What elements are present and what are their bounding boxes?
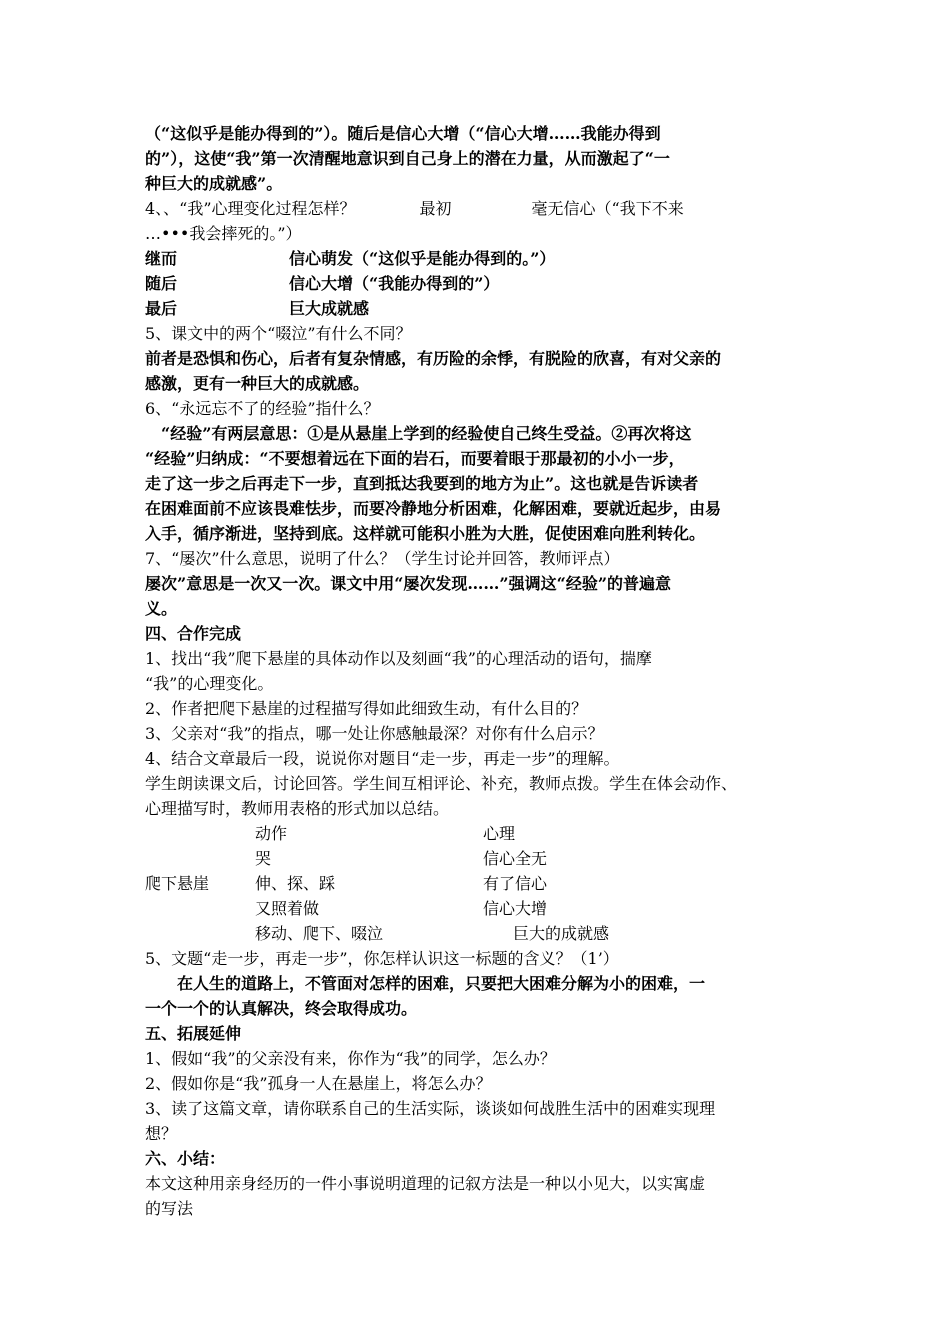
table-cell-mind: 信心大增 (483, 899, 548, 918)
text-line: 四、合作完成 (145, 624, 242, 643)
table-cell-mind: 巨大的成就感 (513, 924, 610, 943)
text-line: 感激，更有一种巨大的成就感。 (145, 374, 370, 393)
text-line: 前者是恐惧和伤心，后者有复杂情感，有历险的余悸，有脱险的欣喜，有对父亲的 (145, 349, 722, 368)
text-line: 义。 (145, 599, 178, 618)
text-line: 7、“屡次”什么意思，说明了什么？（学生讨论并回答，教师评点） (145, 549, 620, 568)
text-line: 1、找出“我”爬下悬崖的具体动作以及刻画“我”的心理活动的语句，揣摩 (145, 649, 652, 668)
text-line: “经验”有两层意思：①是从悬崖上学到的经验使自己终生受益。②再次将这 (145, 424, 692, 443)
text-line: 的”），这使“我”第一次清醒地意识到自己身上的潜在力量，从而激起了“一 (145, 149, 670, 168)
text-line: 随后 信心大增（“我能办得到的”） (145, 274, 500, 293)
text-line: 想？ (145, 1124, 178, 1143)
text-line: 3、父亲对“我”的指点，哪一处让你感触最深？对你有什么启示？ (145, 724, 604, 743)
table-row-label: 爬下悬崖 (145, 874, 210, 893)
text-line: 一个一个的认真解决，终会取得成功。 (145, 999, 418, 1018)
text-line: 的写法 (145, 1199, 194, 1218)
text-line: 5、课文中的两个“啜泣”有什么不同？ (145, 324, 412, 343)
text-line: 2、作者把爬下悬崖的过程描写得如此细致生动，有什么目的？ (145, 699, 588, 718)
table-cell-action: 又照着做 (255, 899, 320, 918)
text-line: 本文这种用亲身经历的一件小事说明道理的记叙方法是一种以小见大，以实寓虚 (145, 1174, 706, 1193)
text-line: 屡次”意思是一次又一次。课文中用“屡次发现……”强调这“经验”的普遍意 (145, 574, 672, 593)
text-line: 五、拓展延伸 (145, 1024, 242, 1043)
text-line: 六、小结： (145, 1149, 226, 1168)
text-line: 6、“永远忘不了的经验”指什么？ (145, 399, 380, 418)
text-line: 4、结合文章最后一段，说说你对题目“走一步，再走一步”的理解。 (145, 749, 620, 768)
text-line: “我”的心理变化。 (145, 674, 274, 693)
text-line: 心理描写时，教师用表格的形式加以总结。 (145, 799, 450, 818)
table-header-action: 动作 (255, 824, 288, 843)
table-cell-mind: 信心全无 (483, 849, 548, 868)
table-cell-mind: 有了信心 (483, 874, 548, 893)
text-line: 3、读了这篇文章，请你联系自己的生活实际，谈谈如何战胜生活中的困难实现理 (145, 1099, 716, 1118)
text-line: 在人生的道路上，不管面对怎样的困难，只要把大困难分解为小的困难，一 (145, 974, 706, 993)
table-cell-action: 哭 (255, 849, 272, 868)
text-line: 学生朗读课文后，讨论回答。学生间互相评论、补充，教师点拨。学生在体会动作、 (145, 774, 738, 793)
table-cell-action: 移动、爬下、啜泣 (255, 924, 384, 943)
text-line: 继而 信心萌发（“这似乎是能办得到的。”） (145, 249, 556, 268)
text-line: 4、、“我”心理变化过程怎样？ 最初 毫无信心（“我下不来 (145, 199, 684, 218)
text-line: “经验”归纳成：“不要想着远在下面的岩石，而要着眼于那最初的小小一步， (145, 449, 685, 468)
text-line: 2、假如你是“我”孤身一人在悬崖上，将怎么办？ (145, 1074, 492, 1093)
text-line: 入手，循序渐进，坚持到底。这样就可能积小胜为大胜，促使困难向胜利转化。 (145, 524, 706, 543)
text-line: 种巨大的成就感”。 (145, 174, 283, 193)
text-line: （“这似乎是能办得到的”）。随后是信心大增（“信心大增……我能办得到 (145, 124, 661, 143)
text-line: 在困难面前不应该畏难怯步，而要冷静地分析困难，化解困难，要就近起步，由易 (145, 499, 722, 518)
table-cell-action: 伸、探、踩 (255, 874, 336, 893)
table-header-mind: 心理 (483, 824, 516, 843)
text-line: 走了这一步之后再走下一步，直到抵达我要到的地方为止”。这也就是告诉读者 (145, 474, 699, 493)
text-line: 1、假如“我”的父亲没有来，你作为“我”的同学，怎么办？ (145, 1049, 556, 1068)
text-line: …•••我会摔死的。”） (145, 224, 302, 243)
text-line: 5、文题“走一步，再走一步”，你怎样认识这一标题的含义？（1’） (145, 949, 619, 968)
text-line: 最后 巨大成就感 (145, 299, 370, 318)
